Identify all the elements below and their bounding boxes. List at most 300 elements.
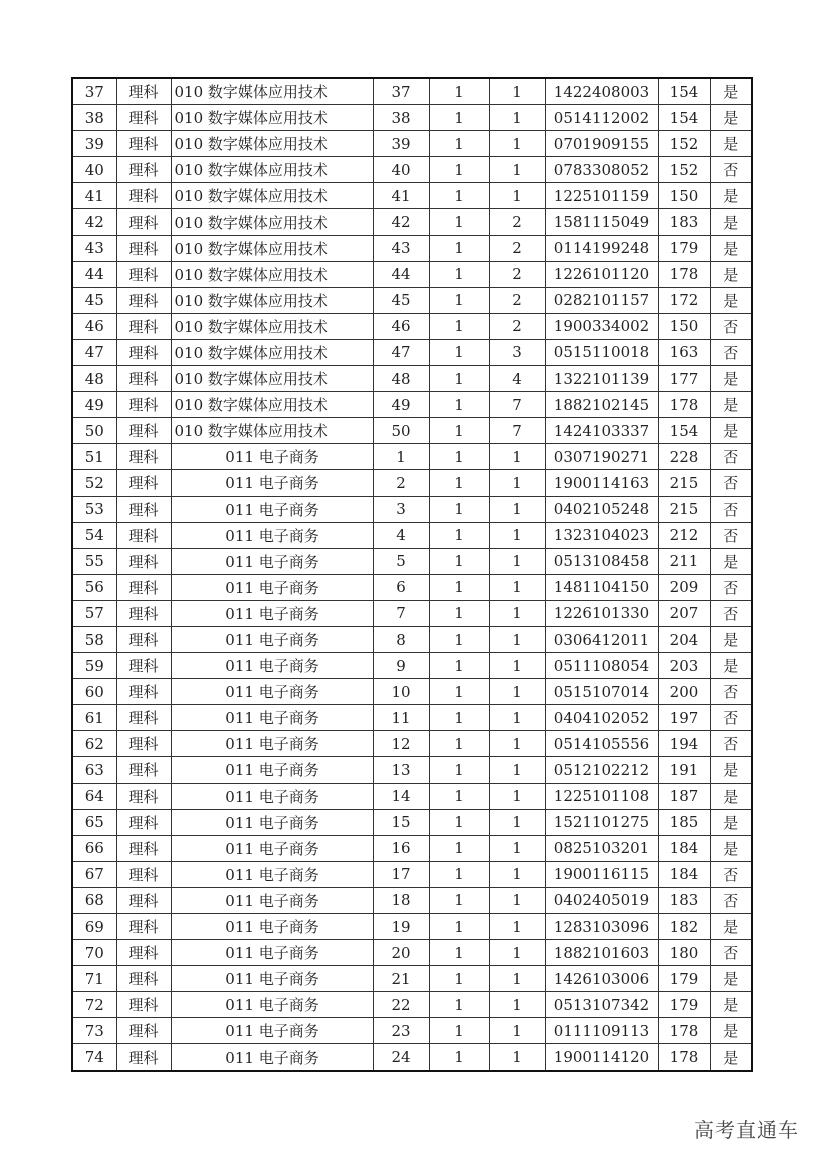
major-cell: 011 电子商务: [171, 626, 373, 652]
rank-in-major-cell: 24: [373, 1044, 429, 1071]
rank-in-major-cell: 13: [373, 757, 429, 783]
candidate-id-cell: 1481104150: [545, 574, 658, 600]
table-row: [72, 339, 752, 365]
major-cell: 011 电子商务: [171, 992, 373, 1018]
col-a-cell: 1: [429, 522, 489, 548]
table-row: [72, 522, 752, 548]
major-cell: 010 数字媒体应用技术: [171, 392, 373, 418]
flag-cell: 否: [710, 940, 752, 966]
rank-in-major-cell: 41: [373, 183, 429, 209]
flag-cell: 否: [710, 339, 752, 365]
candidate-id-cell: 0513107342: [545, 992, 658, 1018]
major-cell: 011 电子商务: [171, 887, 373, 913]
table-row: [72, 783, 752, 809]
category-cell: 理科: [116, 861, 171, 887]
col-a-cell: 1: [429, 679, 489, 705]
major-cell: 010 数字媒体应用技术: [171, 209, 373, 235]
score-cell: 203: [658, 653, 710, 679]
candidate-id-cell: 1283103096: [545, 914, 658, 940]
flag-cell: 是: [710, 966, 752, 992]
rank-in-major-cell: 18: [373, 887, 429, 913]
col-b-cell: 1: [489, 183, 545, 209]
flag-cell: 否: [710, 157, 752, 183]
rank-in-major-cell: 1: [373, 444, 429, 470]
score-cell: 215: [658, 496, 710, 522]
col-a-cell: 1: [429, 313, 489, 339]
table-row: [72, 731, 752, 757]
col-a-cell: 1: [429, 105, 489, 131]
rank-in-major-cell: 47: [373, 339, 429, 365]
candidate-id-cell: 0511108054: [545, 653, 658, 679]
col-b-cell: 1: [489, 731, 545, 757]
col-b-cell: 1: [489, 835, 545, 861]
rank-in-major-cell: 10: [373, 679, 429, 705]
col-a-cell: 1: [429, 940, 489, 966]
col-a-cell: 1: [429, 287, 489, 313]
col-a-cell: 1: [429, 1044, 489, 1071]
col-a-cell: 1: [429, 705, 489, 731]
col-b-cell: 1: [489, 548, 545, 574]
row-index-cell: 61: [72, 705, 116, 731]
row-index-cell: 62: [72, 731, 116, 757]
candidate-id-cell: 1581115049: [545, 209, 658, 235]
candidate-id-cell: 0282101157: [545, 287, 658, 313]
row-index-cell: 41: [72, 183, 116, 209]
score-cell: 204: [658, 626, 710, 652]
row-index-cell: 71: [72, 966, 116, 992]
col-b-cell: 1: [489, 157, 545, 183]
table-row: [72, 235, 752, 261]
flag-cell: 是: [710, 914, 752, 940]
table-row: [72, 940, 752, 966]
table-row: [72, 548, 752, 574]
col-b-cell: 1: [489, 914, 545, 940]
category-cell: 理科: [116, 653, 171, 679]
rank-in-major-cell: 37: [373, 78, 429, 105]
table-row: [72, 574, 752, 600]
major-cell: 010 数字媒体应用技术: [171, 131, 373, 157]
row-index-cell: 70: [72, 940, 116, 966]
flag-cell: 是: [710, 1018, 752, 1044]
candidate-id-cell: 0402405019: [545, 887, 658, 913]
col-b-cell: 2: [489, 261, 545, 287]
col-a-cell: 1: [429, 418, 489, 444]
category-cell: 理科: [116, 444, 171, 470]
major-cell: 010 数字媒体应用技术: [171, 183, 373, 209]
score-cell: 172: [658, 287, 710, 313]
category-cell: 理科: [116, 366, 171, 392]
col-b-cell: 1: [489, 626, 545, 652]
candidate-id-cell: 1422408003: [545, 78, 658, 105]
major-cell: 011 电子商务: [171, 679, 373, 705]
score-cell: 194: [658, 731, 710, 757]
row-index-cell: 47: [72, 339, 116, 365]
row-index-cell: 72: [72, 992, 116, 1018]
col-a-cell: 1: [429, 966, 489, 992]
candidate-id-cell: 1900334002: [545, 313, 658, 339]
flag-cell: 否: [710, 705, 752, 731]
category-cell: 理科: [116, 1018, 171, 1044]
col-b-cell: 7: [489, 418, 545, 444]
category-cell: 理科: [116, 209, 171, 235]
admission-table: [71, 77, 753, 1072]
candidate-id-cell: 1882102145: [545, 392, 658, 418]
category-cell: 理科: [116, 183, 171, 209]
score-cell: 180: [658, 940, 710, 966]
major-cell: 011 电子商务: [171, 574, 373, 600]
table-row: [72, 887, 752, 913]
major-cell: 010 数字媒体应用技术: [171, 157, 373, 183]
major-cell: 011 电子商务: [171, 914, 373, 940]
col-a-cell: 1: [429, 757, 489, 783]
row-index-cell: 73: [72, 1018, 116, 1044]
category-cell: 理科: [116, 522, 171, 548]
row-index-cell: 74: [72, 1044, 116, 1071]
row-index-cell: 64: [72, 783, 116, 809]
category-cell: 理科: [116, 131, 171, 157]
table-row: [72, 861, 752, 887]
category-cell: 理科: [116, 626, 171, 652]
col-a-cell: 1: [429, 261, 489, 287]
col-b-cell: 1: [489, 131, 545, 157]
major-cell: 010 数字媒体应用技术: [171, 235, 373, 261]
flag-cell: 是: [710, 105, 752, 131]
candidate-id-cell: 0111109113: [545, 1018, 658, 1044]
col-a-cell: 1: [429, 809, 489, 835]
col-b-cell: 1: [489, 1044, 545, 1071]
row-index-cell: 37: [72, 78, 116, 105]
candidate-id-cell: 1226101120: [545, 261, 658, 287]
candidate-id-cell: 1426103006: [545, 966, 658, 992]
score-cell: 191: [658, 757, 710, 783]
candidate-id-cell: 0513108458: [545, 548, 658, 574]
category-cell: 理科: [116, 783, 171, 809]
table-row: [72, 679, 752, 705]
major-cell: 011 电子商务: [171, 731, 373, 757]
flag-cell: 是: [710, 235, 752, 261]
major-cell: 011 电子商务: [171, 940, 373, 966]
col-a-cell: 1: [429, 783, 489, 809]
flag-cell: 否: [710, 679, 752, 705]
col-a-cell: 1: [429, 78, 489, 105]
major-cell: 010 数字媒体应用技术: [171, 313, 373, 339]
table-row: [72, 992, 752, 1018]
category-cell: 理科: [116, 313, 171, 339]
score-cell: 150: [658, 183, 710, 209]
row-index-cell: 67: [72, 861, 116, 887]
flag-cell: 否: [710, 496, 752, 522]
score-cell: 152: [658, 157, 710, 183]
flag-cell: 是: [710, 392, 752, 418]
category-cell: 理科: [116, 78, 171, 105]
row-index-cell: 42: [72, 209, 116, 235]
col-b-cell: 1: [489, 522, 545, 548]
major-cell: 011 电子商务: [171, 470, 373, 496]
col-b-cell: 1: [489, 78, 545, 105]
rank-in-major-cell: 22: [373, 992, 429, 1018]
candidate-id-cell: 1882101603: [545, 940, 658, 966]
candidate-id-cell: 0404102052: [545, 705, 658, 731]
score-cell: 185: [658, 809, 710, 835]
major-cell: 010 数字媒体应用技术: [171, 261, 373, 287]
score-cell: 184: [658, 835, 710, 861]
candidate-id-cell: 0514112002: [545, 105, 658, 131]
rank-in-major-cell: 17: [373, 861, 429, 887]
category-cell: 理科: [116, 1044, 171, 1071]
table-row: [72, 600, 752, 626]
table-row: [72, 470, 752, 496]
col-a-cell: 1: [429, 731, 489, 757]
row-index-cell: 46: [72, 313, 116, 339]
table-row: [72, 705, 752, 731]
col-b-cell: 1: [489, 105, 545, 131]
col-b-cell: 7: [489, 392, 545, 418]
col-b-cell: 2: [489, 209, 545, 235]
row-index-cell: 53: [72, 496, 116, 522]
col-b-cell: 1: [489, 887, 545, 913]
flag-cell: 是: [710, 992, 752, 1018]
table-row: [72, 444, 752, 470]
rank-in-major-cell: 21: [373, 966, 429, 992]
flag-cell: 是: [710, 1044, 752, 1071]
category-cell: 理科: [116, 470, 171, 496]
major-cell: 011 电子商务: [171, 809, 373, 835]
category-cell: 理科: [116, 548, 171, 574]
col-b-cell: 2: [489, 287, 545, 313]
table-row: [72, 835, 752, 861]
row-index-cell: 44: [72, 261, 116, 287]
table-row: [72, 914, 752, 940]
table-row: [72, 209, 752, 235]
major-cell: 011 电子商务: [171, 966, 373, 992]
score-cell: 178: [658, 1044, 710, 1071]
major-cell: 010 数字媒体应用技术: [171, 105, 373, 131]
score-cell: 178: [658, 261, 710, 287]
flag-cell: 是: [710, 653, 752, 679]
row-index-cell: 45: [72, 287, 116, 313]
major-cell: 010 数字媒体应用技术: [171, 339, 373, 365]
table-row: [72, 418, 752, 444]
score-cell: 178: [658, 392, 710, 418]
table-row: [72, 105, 752, 131]
row-index-cell: 66: [72, 835, 116, 861]
col-a-cell: 1: [429, 183, 489, 209]
flag-cell: 是: [710, 183, 752, 209]
flag-cell: 是: [710, 209, 752, 235]
candidate-id-cell: 1424103337: [545, 418, 658, 444]
col-b-cell: 1: [489, 966, 545, 992]
col-a-cell: 1: [429, 131, 489, 157]
candidate-id-cell: 1225101108: [545, 783, 658, 809]
rank-in-major-cell: 43: [373, 235, 429, 261]
flag-cell: 是: [710, 835, 752, 861]
candidate-id-cell: 0515110018: [545, 339, 658, 365]
col-a-cell: 1: [429, 914, 489, 940]
col-b-cell: 1: [489, 809, 545, 835]
category-cell: 理科: [116, 705, 171, 731]
score-cell: 187: [658, 783, 710, 809]
row-index-cell: 63: [72, 757, 116, 783]
score-cell: 152: [658, 131, 710, 157]
candidate-id-cell: 0701909155: [545, 131, 658, 157]
rank-in-major-cell: 12: [373, 731, 429, 757]
col-a-cell: 1: [429, 887, 489, 913]
major-cell: 010 数字媒体应用技术: [171, 287, 373, 313]
category-cell: 理科: [116, 157, 171, 183]
table-row: [72, 313, 752, 339]
col-a-cell: 1: [429, 600, 489, 626]
candidate-id-cell: 1226101330: [545, 600, 658, 626]
table-row: [72, 392, 752, 418]
score-cell: 179: [658, 235, 710, 261]
flag-cell: 是: [710, 287, 752, 313]
col-b-cell: 1: [489, 940, 545, 966]
rank-in-major-cell: 3: [373, 496, 429, 522]
major-cell: 011 电子商务: [171, 705, 373, 731]
score-cell: 154: [658, 78, 710, 105]
score-cell: 150: [658, 313, 710, 339]
category-cell: 理科: [116, 287, 171, 313]
rank-in-major-cell: 40: [373, 157, 429, 183]
row-index-cell: 48: [72, 366, 116, 392]
col-a-cell: 1: [429, 496, 489, 522]
table-row: [72, 809, 752, 835]
rank-in-major-cell: 23: [373, 1018, 429, 1044]
row-index-cell: 58: [72, 626, 116, 652]
candidate-id-cell: 1323104023: [545, 522, 658, 548]
table-row: [72, 157, 752, 183]
rank-in-major-cell: 44: [373, 261, 429, 287]
score-cell: 182: [658, 914, 710, 940]
candidate-id-cell: 1521101275: [545, 809, 658, 835]
candidate-id-cell: 0515107014: [545, 679, 658, 705]
category-cell: 理科: [116, 600, 171, 626]
col-a-cell: 1: [429, 992, 489, 1018]
col-a-cell: 1: [429, 366, 489, 392]
table-row: [72, 626, 752, 652]
col-a-cell: 1: [429, 548, 489, 574]
flag-cell: 否: [710, 470, 752, 496]
col-b-cell: 1: [489, 653, 545, 679]
major-cell: 011 电子商务: [171, 496, 373, 522]
col-b-cell: 1: [489, 861, 545, 887]
score-cell: 177: [658, 366, 710, 392]
col-b-cell: 1: [489, 574, 545, 600]
rank-in-major-cell: 4: [373, 522, 429, 548]
major-cell: 011 电子商务: [171, 653, 373, 679]
flag-cell: 否: [710, 600, 752, 626]
major-cell: 011 电子商务: [171, 783, 373, 809]
category-cell: 理科: [116, 235, 171, 261]
major-cell: 011 电子商务: [171, 1044, 373, 1071]
col-b-cell: 2: [489, 235, 545, 261]
flag-cell: 否: [710, 731, 752, 757]
score-cell: 209: [658, 574, 710, 600]
major-cell: 010 数字媒体应用技术: [171, 366, 373, 392]
rank-in-major-cell: 19: [373, 914, 429, 940]
row-index-cell: 51: [72, 444, 116, 470]
score-cell: 179: [658, 992, 710, 1018]
flag-cell: 是: [710, 366, 752, 392]
rank-in-major-cell: 16: [373, 835, 429, 861]
score-cell: 211: [658, 548, 710, 574]
major-cell: 011 电子商务: [171, 1018, 373, 1044]
category-cell: 理科: [116, 731, 171, 757]
col-b-cell: 1: [489, 600, 545, 626]
category-cell: 理科: [116, 392, 171, 418]
candidate-id-cell: 0783308052: [545, 157, 658, 183]
flag-cell: 否: [710, 522, 752, 548]
rank-in-major-cell: 20: [373, 940, 429, 966]
candidate-id-cell: 1900114163: [545, 470, 658, 496]
row-index-cell: 59: [72, 653, 116, 679]
col-b-cell: 1: [489, 783, 545, 809]
col-a-cell: 1: [429, 470, 489, 496]
rank-in-major-cell: 2: [373, 470, 429, 496]
watermark: 高考直通车: [694, 1118, 799, 1142]
row-index-cell: 49: [72, 392, 116, 418]
row-index-cell: 57: [72, 600, 116, 626]
major-cell: 011 电子商务: [171, 861, 373, 887]
col-b-cell: 1: [489, 757, 545, 783]
category-cell: 理科: [116, 261, 171, 287]
candidate-id-cell: 0402105248: [545, 496, 658, 522]
category-cell: 理科: [116, 574, 171, 600]
score-cell: 228: [658, 444, 710, 470]
row-index-cell: 68: [72, 887, 116, 913]
candidate-id-cell: 1322101139: [545, 366, 658, 392]
candidate-id-cell: 0307190271: [545, 444, 658, 470]
flag-cell: 否: [710, 574, 752, 600]
col-b-cell: 2: [489, 313, 545, 339]
col-a-cell: 1: [429, 209, 489, 235]
rank-in-major-cell: 8: [373, 626, 429, 652]
flag-cell: 是: [710, 626, 752, 652]
score-cell: 184: [658, 861, 710, 887]
rank-in-major-cell: 15: [373, 809, 429, 835]
table-row: [72, 183, 752, 209]
flag-cell: 否: [710, 861, 752, 887]
score-cell: 163: [658, 339, 710, 365]
col-a-cell: 1: [429, 235, 489, 261]
flag-cell: 否: [710, 313, 752, 339]
score-cell: 212: [658, 522, 710, 548]
table-row: [72, 966, 752, 992]
row-index-cell: 39: [72, 131, 116, 157]
flag-cell: 是: [710, 548, 752, 574]
col-b-cell: 1: [489, 992, 545, 1018]
row-index-cell: 55: [72, 548, 116, 574]
row-index-cell: 52: [72, 470, 116, 496]
table-row: [72, 1044, 752, 1071]
flag-cell: 是: [710, 418, 752, 444]
major-cell: 011 电子商务: [171, 835, 373, 861]
candidate-id-cell: 1225101159: [545, 183, 658, 209]
rank-in-major-cell: 6: [373, 574, 429, 600]
candidate-id-cell: 1900114120: [545, 1044, 658, 1071]
score-cell: 197: [658, 705, 710, 731]
rank-in-major-cell: 45: [373, 287, 429, 313]
row-index-cell: 69: [72, 914, 116, 940]
col-a-cell: 1: [429, 444, 489, 470]
category-cell: 理科: [116, 914, 171, 940]
row-index-cell: 60: [72, 679, 116, 705]
table-row: [72, 131, 752, 157]
row-index-cell: 40: [72, 157, 116, 183]
rank-in-major-cell: 38: [373, 105, 429, 131]
score-cell: 178: [658, 1018, 710, 1044]
score-cell: 207: [658, 600, 710, 626]
